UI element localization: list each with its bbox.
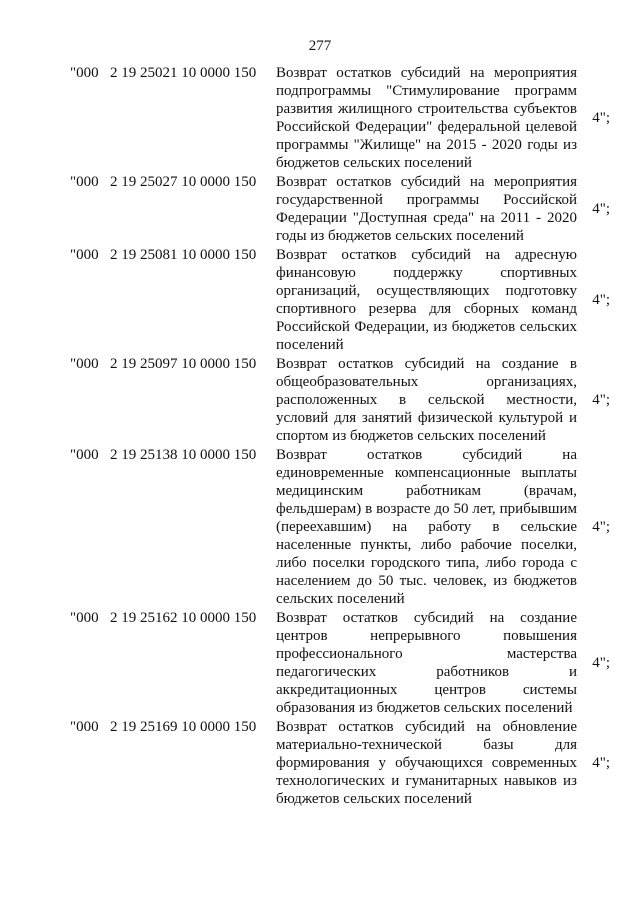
table-row [70, 446, 610, 608]
row-value: 4"; [592, 655, 610, 671]
budget-classification-code: 2 19 25021 10 0000 150 [110, 65, 257, 81]
table-row [70, 355, 610, 445]
row-description: Возврат остатков субсидий на создание в общеобразовательных организациях, расположенных в сельской местности, условий для занятий физической культурой и спортом из бюджетов сельских поселений [276, 356, 577, 444]
row-prefix: "000 [70, 247, 99, 263]
budget-classification-code: 2 19 25081 10 0000 150 [110, 247, 257, 263]
table-row [70, 718, 610, 808]
budget-classification-code: 2 19 25138 10 0000 150 [110, 447, 257, 463]
row-description: Возврат остатков субсидий на обновление материально-технической базы для формирования у обучающихся современных технологических и гуманитарных навыков из бюджетов сельских поселений [276, 719, 577, 807]
row-prefix: "000 [70, 65, 99, 81]
page-number: 277 [308, 38, 332, 54]
row-description: Возврат остатков субсидий на мероприятия государственной программы Российской Федерации "Доступная среда" на 2011 - 2020 годы из бюджетов сельских поселений [276, 174, 577, 244]
row-prefix: "000 [70, 174, 99, 190]
budget-classification-code: 2 19 25169 10 0000 150 [110, 719, 257, 735]
row-prefix: "000 [70, 356, 99, 372]
row-value: 4"; [592, 292, 610, 308]
row-prefix: "000 [70, 719, 99, 735]
row-description: Возврат остатков субсидий на создание центров непрерывного повышения профессионального мастерства педагогических работников и аккредитационных центров системы образования из бюджетов сельских поселений [276, 610, 577, 716]
row-value: 4"; [592, 201, 610, 217]
table-row [70, 64, 610, 172]
row-value: 4"; [592, 755, 610, 771]
budget-classification-code: 2 19 25027 10 0000 150 [110, 174, 257, 190]
budget-classification-code: 2 19 25162 10 0000 150 [110, 610, 257, 626]
row-description: Возврат остатков субсидий на мероприятия подпрограммы "Стимулирование программ развития жилищного строительства субъектов Российской Федерации" федеральной целевой программы "Жилище" на 2015 - 2020 годы из бюджетов сельских поселений [276, 65, 577, 171]
budget-classification-code: 2 19 25097 10 0000 150 [110, 356, 257, 372]
row-prefix: "000 [70, 610, 99, 626]
row-value: 4"; [592, 519, 610, 535]
budget-code-table [70, 64, 610, 809]
row-description: Возврат остатков субсидий на единовременные компенсационные выплаты медицинским работникам (врачам, фельдшерам) в возрасте до 50 лет, прибывшим (переехавшим) на работу в сельские населенные пункты, либо рабочие поселки, либо поселки городского типа, либо города с населением до 50 тыс. человек, из бюджетов сельских поселений [276, 447, 577, 607]
table-row [70, 246, 610, 354]
table-row [70, 173, 610, 245]
row-value: 4"; [592, 392, 610, 408]
table-row [70, 609, 610, 717]
row-prefix: "000 [70, 447, 99, 463]
row-description: Возврат остатков субсидий на адресную финансовую поддержку спортивных организаций, осуществляющих подготовку спортивного резерва для сборных команд Российской Федерации, из бюджетов сельских поселений [276, 247, 577, 353]
row-value: 4"; [592, 110, 610, 126]
